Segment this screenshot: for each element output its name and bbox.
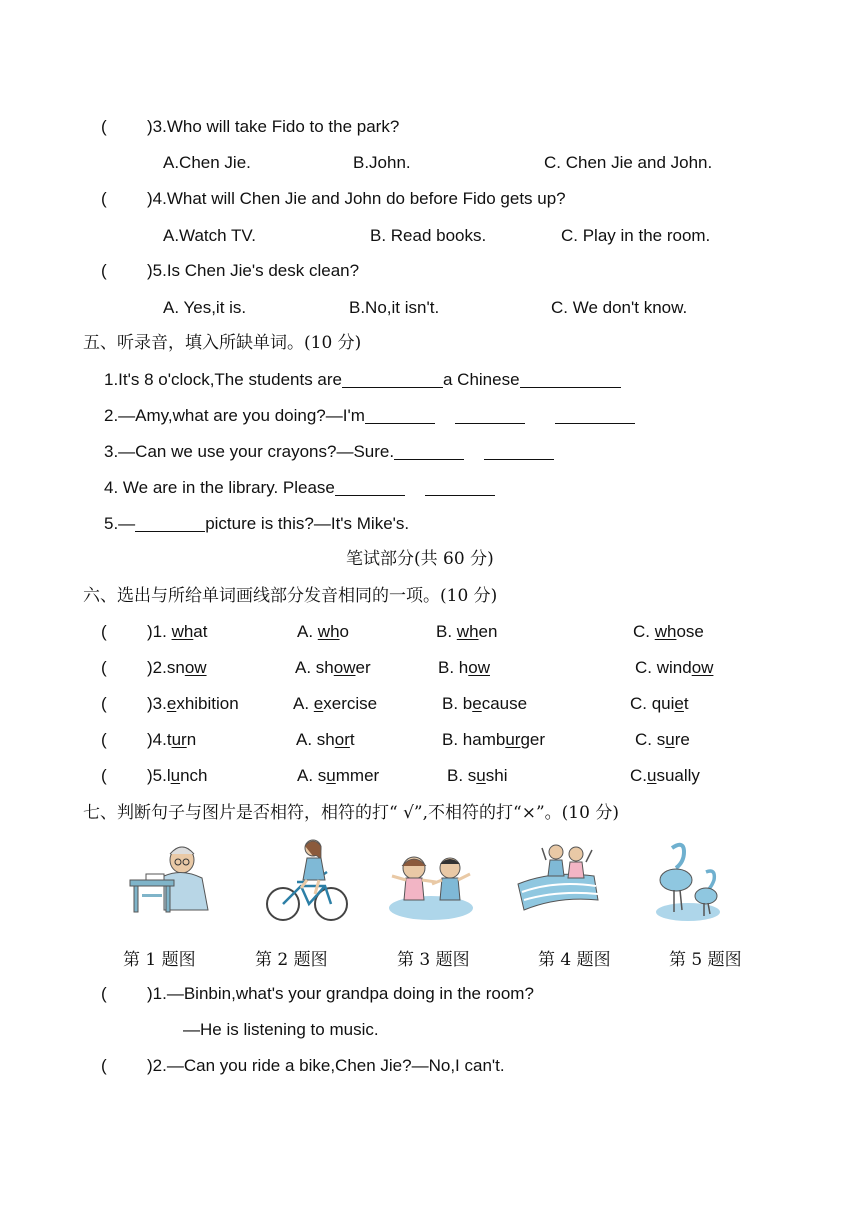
given-word (147, 621, 207, 643)
answer-blank[interactable] (335, 479, 405, 496)
word-part: sually (656, 766, 700, 785)
underlined-letters: u (476, 766, 486, 785)
option-c (630, 693, 689, 715)
answer-blank[interactable] (455, 407, 525, 424)
option-b: B. Read books. (370, 226, 487, 245)
question-text: )5.Is Chen Jie's desk clean? (147, 261, 360, 280)
word-part: sn (166, 658, 185, 677)
word-part: A. sh (296, 730, 335, 749)
question-number: )4. (147, 730, 167, 749)
fill-text: 5.— (104, 514, 136, 533)
word-part: re (674, 730, 690, 749)
answer-blank[interactable] (342, 371, 443, 388)
answer-blank[interactable] (425, 479, 495, 496)
question-number: )1. (147, 622, 172, 641)
girl-bike-picture (263, 836, 351, 924)
option-c (630, 765, 700, 787)
word-part: cause (481, 694, 528, 713)
word-part: n (186, 730, 197, 749)
option-b (442, 693, 527, 715)
given-word (147, 657, 207, 679)
underlined-letters: or (334, 730, 350, 749)
word-part: nch (180, 766, 208, 785)
underlined-letters: e (472, 694, 482, 713)
answer-paren: ( (101, 694, 107, 713)
word-part: A. (293, 694, 314, 713)
word-part: xhibition (176, 694, 239, 713)
option-c (635, 657, 713, 679)
word-part: ose (676, 622, 704, 641)
underlined-letters: e (166, 694, 177, 713)
picture-caption: 第 1 题图 (123, 950, 196, 970)
written-part-title: 笔试部分(共 60 分) (346, 549, 494, 569)
question-text: )1.—Binbin,what's your grandpa doing in the room? (147, 984, 534, 1003)
underlined-letters: ow (691, 658, 714, 677)
word-part: C. wind (635, 658, 692, 677)
option-c (633, 621, 704, 643)
word-part: at (193, 622, 208, 641)
underlined-letters: ur (171, 730, 187, 749)
word-part: ger (520, 730, 546, 749)
underlined-letters: u (647, 766, 657, 785)
option-a (297, 765, 379, 787)
word-part: xercise (323, 694, 378, 713)
underlined-letters: u (326, 766, 336, 785)
answer-blank[interactable] (394, 443, 464, 460)
answer-blank[interactable] (555, 407, 635, 424)
answer-paren: ( (101, 622, 107, 641)
word-part: o (339, 622, 349, 641)
answer-paren: ( (101, 261, 107, 280)
underlined-letters: u (665, 730, 675, 749)
answer-paren: ( (101, 189, 107, 208)
underlined-letters: u (170, 766, 181, 785)
picture-caption: 第 5 题图 (669, 950, 742, 970)
word-part: B. s (447, 766, 477, 785)
option-b (438, 657, 490, 679)
underlined-letters: ow (468, 658, 490, 677)
option-a (293, 693, 377, 715)
slide-picture (512, 840, 602, 922)
answer-blank[interactable] (365, 407, 435, 424)
flamingo-picture (650, 840, 726, 924)
picture-caption: 第 2 题图 (255, 950, 328, 970)
kids-picture (388, 848, 474, 920)
word-part: C. s (635, 730, 666, 749)
given-word (147, 693, 239, 715)
answer-text: —He is listening to music. (183, 1020, 379, 1039)
option-b (436, 621, 497, 643)
fill-text: a Chinese (443, 370, 520, 389)
underlined-letters: ur (505, 730, 521, 749)
word-part: t (166, 730, 172, 749)
option-b: B.John. (353, 153, 411, 172)
word-part: C. qui (630, 694, 675, 713)
word-part: en (478, 622, 498, 641)
fill-item-4 (104, 477, 495, 499)
option-b (447, 765, 508, 787)
section-heading: 五、听录音，填入所缺单词。(10 分) (83, 333, 362, 353)
question-number: )5. (147, 766, 167, 785)
word-part: B. b (442, 694, 473, 713)
word-part: A. sh (295, 658, 334, 677)
answer-paren: ( (101, 766, 107, 785)
underlined-letters: wh (654, 622, 677, 641)
fill-text: 3.—Can we use your crayons?—Sure. (104, 442, 395, 461)
word-part: A. (297, 622, 318, 641)
section-heading: 六、选出与所给单词画线部分发音相同的一项。(10 分) (83, 586, 498, 606)
fill-text: picture is this?—It's Mike's. (205, 514, 410, 533)
option-b: B.No,it isn't. (349, 298, 440, 317)
option-a: A. Yes,it is. (163, 298, 247, 317)
question-text: )4.What will Chen Jie and John do before Fido gets up? (147, 189, 566, 208)
option-a (297, 621, 349, 643)
underlined-letters: ow (333, 658, 356, 677)
fill-item-5 (104, 513, 409, 535)
question-text: )3.Who will take Fido to the park? (147, 117, 400, 136)
underlined-letters: wh (456, 622, 479, 641)
word-part: mmer (335, 766, 380, 785)
option-c: C. Chen Jie and John. (544, 153, 713, 172)
underlined-letters: e (313, 694, 324, 713)
word-part: B. (436, 622, 457, 641)
option-c: C. Play in the room. (561, 226, 711, 245)
word-part: C. (630, 766, 647, 785)
word-part: l (166, 766, 171, 785)
option-a (295, 657, 371, 679)
question-number: )3. (147, 694, 167, 713)
fill-item-1 (104, 369, 621, 391)
fill-item-2 (104, 405, 635, 427)
underlined-letters: ow (184, 658, 207, 677)
fill-text: 1.It's 8 o'clock,The students are (104, 370, 342, 389)
picture-caption: 第 3 题图 (397, 950, 470, 970)
answer-paren: ( (101, 1056, 107, 1075)
answer-paren: ( (101, 658, 107, 677)
word-part: er (355, 658, 371, 677)
option-a: A.Watch TV. (163, 226, 256, 245)
answer-paren: ( (101, 984, 107, 1003)
word-part: t (683, 694, 689, 713)
word-part: B. h (438, 658, 469, 677)
option-c: C. We don't know. (551, 298, 688, 317)
given-word (147, 765, 208, 787)
underlined-letters: wh (317, 622, 340, 641)
underlined-letters: wh (171, 622, 194, 641)
word-part: t (349, 730, 355, 749)
word-part: A. s (297, 766, 327, 785)
option-b (442, 729, 545, 751)
word-part: B. hamb (442, 730, 506, 749)
answer-blank[interactable] (135, 515, 205, 532)
grandpa-desk-picture (128, 838, 214, 916)
answer-blank[interactable] (484, 443, 554, 460)
picture-caption: 第 4 题图 (538, 950, 611, 970)
option-a (296, 729, 355, 751)
given-word (147, 729, 196, 751)
word-part: shi (485, 766, 508, 785)
answer-paren: ( (101, 117, 107, 136)
fill-text: 2.—Amy,what are you doing?—I'm (104, 406, 365, 425)
word-part: C. (633, 622, 655, 641)
option-a: A.Chen Jie. (163, 153, 251, 172)
question-text: )2.—Can you ride a bike,Chen Jie?—No,I can't. (147, 1056, 505, 1075)
option-c (635, 729, 690, 751)
fill-text: 4. We are in the library. Please (104, 478, 335, 497)
section-heading: 七、判断句子与图片是否相符，相符的打“ √”,不相符的打“×”。(10 分) (83, 803, 619, 823)
answer-paren: ( (101, 730, 107, 749)
question-number: )2. (147, 658, 167, 677)
fill-item-3 (104, 441, 554, 463)
underlined-letters: e (674, 694, 684, 713)
answer-blank[interactable] (520, 371, 621, 388)
